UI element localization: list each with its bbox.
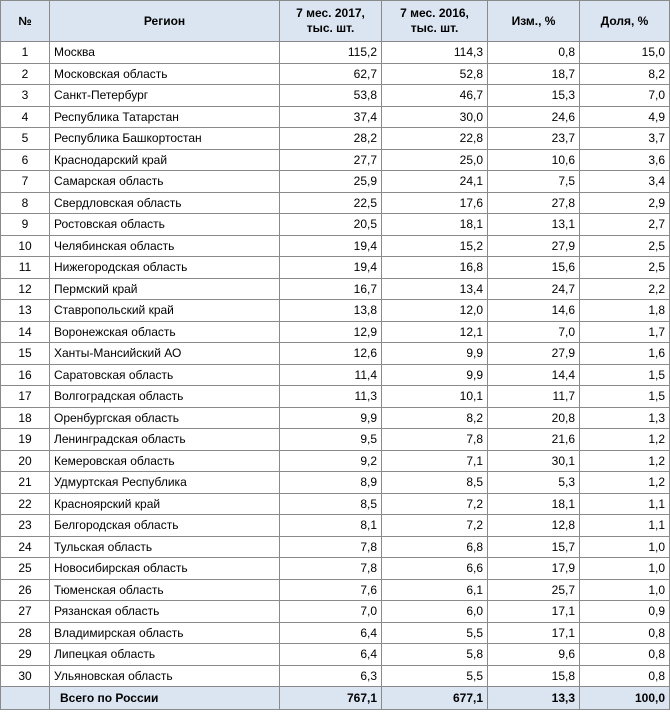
row-region: Воронежская область <box>50 321 280 343</box>
row-2017: 6,4 <box>280 644 382 666</box>
row-num: 9 <box>1 214 50 236</box>
row-num: 21 <box>1 472 50 494</box>
row-2017: 25,9 <box>280 171 382 193</box>
row-2017: 8,5 <box>280 493 382 515</box>
row-2017: 9,5 <box>280 429 382 451</box>
row-num: 19 <box>1 429 50 451</box>
row-2016: 16,8 <box>382 257 488 279</box>
table-row <box>1 192 670 214</box>
row-region: Саратовская область <box>50 364 280 386</box>
header-share: Доля, % <box>580 1 670 42</box>
row-2017: 7,8 <box>280 536 382 558</box>
row-share: 2,7 <box>580 214 670 236</box>
table-row <box>1 386 670 408</box>
row-2017: 20,5 <box>280 214 382 236</box>
row-2017: 115,2 <box>280 42 382 64</box>
table-row <box>1 364 670 386</box>
row-share: 1,3 <box>580 407 670 429</box>
row-2016: 22,8 <box>382 128 488 150</box>
table-row <box>1 235 670 257</box>
row-region: Московская область <box>50 63 280 85</box>
row-2017: 22,5 <box>280 192 382 214</box>
table-row <box>1 665 670 687</box>
row-region: Ростовская область <box>50 214 280 236</box>
table-row <box>1 429 670 451</box>
row-share: 2,5 <box>580 235 670 257</box>
row-region: Ленинградская область <box>50 429 280 451</box>
row-2017: 9,9 <box>280 407 382 429</box>
row-2017: 7,8 <box>280 558 382 580</box>
table-row <box>1 536 670 558</box>
row-share: 1,2 <box>580 472 670 494</box>
row-change: 21,6 <box>488 429 580 451</box>
row-region: Челябинская область <box>50 235 280 257</box>
row-num: 8 <box>1 192 50 214</box>
row-num: 12 <box>1 278 50 300</box>
table-row <box>1 214 670 236</box>
row-2016: 24,1 <box>382 171 488 193</box>
row-2017: 53,8 <box>280 85 382 107</box>
row-2017: 19,4 <box>280 257 382 279</box>
row-2016: 8,5 <box>382 472 488 494</box>
row-2016: 7,2 <box>382 515 488 537</box>
table-row <box>1 128 670 150</box>
row-2017: 7,0 <box>280 601 382 623</box>
row-num: 30 <box>1 665 50 687</box>
row-change: 11,7 <box>488 386 580 408</box>
table-row <box>1 622 670 644</box>
table-row <box>1 300 670 322</box>
row-2016: 12,0 <box>382 300 488 322</box>
row-region: Республика Татарстан <box>50 106 280 128</box>
row-num: 23 <box>1 515 50 537</box>
row-share: 1,0 <box>580 558 670 580</box>
row-num: 15 <box>1 343 50 365</box>
row-share: 3,7 <box>580 128 670 150</box>
row-change: 15,3 <box>488 85 580 107</box>
row-share: 1,0 <box>580 579 670 601</box>
row-region: Ханты-Мансийский АО <box>50 343 280 365</box>
row-share: 0,9 <box>580 601 670 623</box>
row-share: 2,5 <box>580 257 670 279</box>
row-2017: 8,1 <box>280 515 382 537</box>
row-2016: 17,6 <box>382 192 488 214</box>
row-change: 27,9 <box>488 343 580 365</box>
row-region: Красноярский край <box>50 493 280 515</box>
row-2016: 10,1 <box>382 386 488 408</box>
row-2016: 6,1 <box>382 579 488 601</box>
row-share: 15,0 <box>580 42 670 64</box>
row-change: 24,7 <box>488 278 580 300</box>
row-2017: 19,4 <box>280 235 382 257</box>
row-change: 17,1 <box>488 601 580 623</box>
total-2017: 767,1 <box>280 687 382 710</box>
table-row <box>1 149 670 171</box>
row-2017: 9,2 <box>280 450 382 472</box>
row-2017: 62,7 <box>280 63 382 85</box>
row-region: Оренбургская область <box>50 407 280 429</box>
total-num <box>1 687 50 710</box>
row-region: Тюменская область <box>50 579 280 601</box>
header-2017-line1: 7 мес. 2017, <box>296 6 365 20</box>
row-2016: 15,2 <box>382 235 488 257</box>
row-num: 27 <box>1 601 50 623</box>
row-share: 0,8 <box>580 644 670 666</box>
row-region: Рязанская область <box>50 601 280 623</box>
row-num: 1 <box>1 42 50 64</box>
row-2016: 5,5 <box>382 622 488 644</box>
row-2017: 8,9 <box>280 472 382 494</box>
row-change: 12,8 <box>488 515 580 537</box>
header-change: Изм., % <box>488 1 580 42</box>
row-2016: 7,8 <box>382 429 488 451</box>
row-change: 27,8 <box>488 192 580 214</box>
row-share: 4,9 <box>580 106 670 128</box>
table-row <box>1 321 670 343</box>
row-share: 1,0 <box>580 536 670 558</box>
row-change: 30,1 <box>488 450 580 472</box>
row-2017: 6,3 <box>280 665 382 687</box>
row-change: 9,6 <box>488 644 580 666</box>
total-change: 13,3 <box>488 687 580 710</box>
row-2016: 6,8 <box>382 536 488 558</box>
header-2016 <box>382 1 488 42</box>
table-row <box>1 42 670 64</box>
row-2016: 5,5 <box>382 665 488 687</box>
row-num: 4 <box>1 106 50 128</box>
row-2016: 30,0 <box>382 106 488 128</box>
row-2016: 6,6 <box>382 558 488 580</box>
row-share: 1,6 <box>580 343 670 365</box>
row-2017: 11,4 <box>280 364 382 386</box>
row-change: 13,1 <box>488 214 580 236</box>
header-2017 <box>280 1 382 42</box>
total-2016: 677,1 <box>382 687 488 710</box>
row-2017: 6,4 <box>280 622 382 644</box>
table-row <box>1 515 670 537</box>
row-region: Волгоградская область <box>50 386 280 408</box>
row-num: 5 <box>1 128 50 150</box>
row-share: 1,8 <box>580 300 670 322</box>
row-num: 6 <box>1 149 50 171</box>
row-2017: 12,6 <box>280 343 382 365</box>
row-change: 25,7 <box>488 579 580 601</box>
row-num: 20 <box>1 450 50 472</box>
row-share: 1,5 <box>580 386 670 408</box>
row-region: Нижегородская область <box>50 257 280 279</box>
table-row <box>1 171 670 193</box>
row-num: 24 <box>1 536 50 558</box>
row-2016: 25,0 <box>382 149 488 171</box>
row-change: 7,5 <box>488 171 580 193</box>
row-num: 3 <box>1 85 50 107</box>
row-region: Ульяновская область <box>50 665 280 687</box>
row-num: 18 <box>1 407 50 429</box>
row-change: 14,6 <box>488 300 580 322</box>
header-num: № <box>1 1 50 42</box>
row-num: 28 <box>1 622 50 644</box>
header-region: Регион <box>50 1 280 42</box>
row-change: 27,9 <box>488 235 580 257</box>
row-2017: 37,4 <box>280 106 382 128</box>
row-2017: 13,8 <box>280 300 382 322</box>
row-change: 24,6 <box>488 106 580 128</box>
row-change: 15,8 <box>488 665 580 687</box>
row-region: Кемеровская область <box>50 450 280 472</box>
row-share: 8,2 <box>580 63 670 85</box>
table-row <box>1 257 670 279</box>
table-row <box>1 343 670 365</box>
row-change: 5,3 <box>488 472 580 494</box>
row-num: 25 <box>1 558 50 580</box>
row-change: 18,7 <box>488 63 580 85</box>
row-region: Удмуртская Республика <box>50 472 280 494</box>
row-2017: 28,2 <box>280 128 382 150</box>
row-change: 7,0 <box>488 321 580 343</box>
header-2017-line2: тыс. шт. <box>306 21 355 35</box>
row-change: 10,6 <box>488 149 580 171</box>
row-share: 2,9 <box>580 192 670 214</box>
row-2016: 52,8 <box>382 63 488 85</box>
row-region: Белгородская область <box>50 515 280 537</box>
total-label: Всего по России <box>50 687 280 710</box>
row-num: 14 <box>1 321 50 343</box>
row-change: 17,1 <box>488 622 580 644</box>
row-region: Тульская область <box>50 536 280 558</box>
row-2016: 6,0 <box>382 601 488 623</box>
table-row <box>1 407 670 429</box>
table-row <box>1 450 670 472</box>
row-share: 1,1 <box>580 493 670 515</box>
header-2016-line2: тыс. шт. <box>410 21 459 35</box>
row-2016: 18,1 <box>382 214 488 236</box>
row-share: 1,1 <box>580 515 670 537</box>
row-share: 2,2 <box>580 278 670 300</box>
row-num: 29 <box>1 644 50 666</box>
row-region: Республика Башкортостан <box>50 128 280 150</box>
table-row <box>1 63 670 85</box>
table-row <box>1 558 670 580</box>
row-2017: 16,7 <box>280 278 382 300</box>
row-num: 16 <box>1 364 50 386</box>
row-change: 14,4 <box>488 364 580 386</box>
row-2016: 46,7 <box>382 85 488 107</box>
row-num: 7 <box>1 171 50 193</box>
row-num: 26 <box>1 579 50 601</box>
row-2016: 13,4 <box>382 278 488 300</box>
row-share: 3,4 <box>580 171 670 193</box>
row-num: 2 <box>1 63 50 85</box>
row-share: 1,7 <box>580 321 670 343</box>
row-region: Владимирская область <box>50 622 280 644</box>
row-2017: 11,3 <box>280 386 382 408</box>
row-change: 23,7 <box>488 128 580 150</box>
row-share: 0,8 <box>580 622 670 644</box>
row-change: 15,7 <box>488 536 580 558</box>
row-num: 13 <box>1 300 50 322</box>
row-num: 10 <box>1 235 50 257</box>
row-2016: 12,1 <box>382 321 488 343</box>
row-share: 7,0 <box>580 85 670 107</box>
total-share: 100,0 <box>580 687 670 710</box>
table-row <box>1 644 670 666</box>
table-row <box>1 493 670 515</box>
row-region: Новосибирская область <box>50 558 280 580</box>
row-2017: 7,6 <box>280 579 382 601</box>
row-num: 11 <box>1 257 50 279</box>
row-share: 1,2 <box>580 450 670 472</box>
row-region: Свердловская область <box>50 192 280 214</box>
row-region: Краснодарский край <box>50 149 280 171</box>
row-num: 22 <box>1 493 50 515</box>
row-share: 0,8 <box>580 665 670 687</box>
row-change: 15,6 <box>488 257 580 279</box>
row-region: Ставропольский край <box>50 300 280 322</box>
row-region: Пермский край <box>50 278 280 300</box>
row-2016: 5,8 <box>382 644 488 666</box>
row-share: 1,2 <box>580 429 670 451</box>
row-change: 0,8 <box>488 42 580 64</box>
row-change: 20,8 <box>488 407 580 429</box>
row-2016: 7,2 <box>382 493 488 515</box>
row-2017: 27,7 <box>280 149 382 171</box>
row-share: 1,5 <box>580 364 670 386</box>
header-2016-line1: 7 мес. 2016, <box>400 6 469 20</box>
row-change: 18,1 <box>488 493 580 515</box>
table-row <box>1 85 670 107</box>
row-2016: 8,2 <box>382 407 488 429</box>
row-2016: 7,1 <box>382 450 488 472</box>
table-row <box>1 106 670 128</box>
row-region: Санкт-Петербург <box>50 85 280 107</box>
row-2016: 114,3 <box>382 42 488 64</box>
table-row <box>1 601 670 623</box>
table-row <box>1 278 670 300</box>
row-2016: 9,9 <box>382 343 488 365</box>
row-share: 3,6 <box>580 149 670 171</box>
row-num: 17 <box>1 386 50 408</box>
table-row <box>1 579 670 601</box>
row-region: Липецкая область <box>50 644 280 666</box>
row-2016: 9,9 <box>382 364 488 386</box>
row-change: 17,9 <box>488 558 580 580</box>
total-row <box>1 687 670 710</box>
row-region: Самарская область <box>50 171 280 193</box>
row-region: Москва <box>50 42 280 64</box>
table-row <box>1 472 670 494</box>
row-2017: 12,9 <box>280 321 382 343</box>
header-row <box>1 1 670 42</box>
